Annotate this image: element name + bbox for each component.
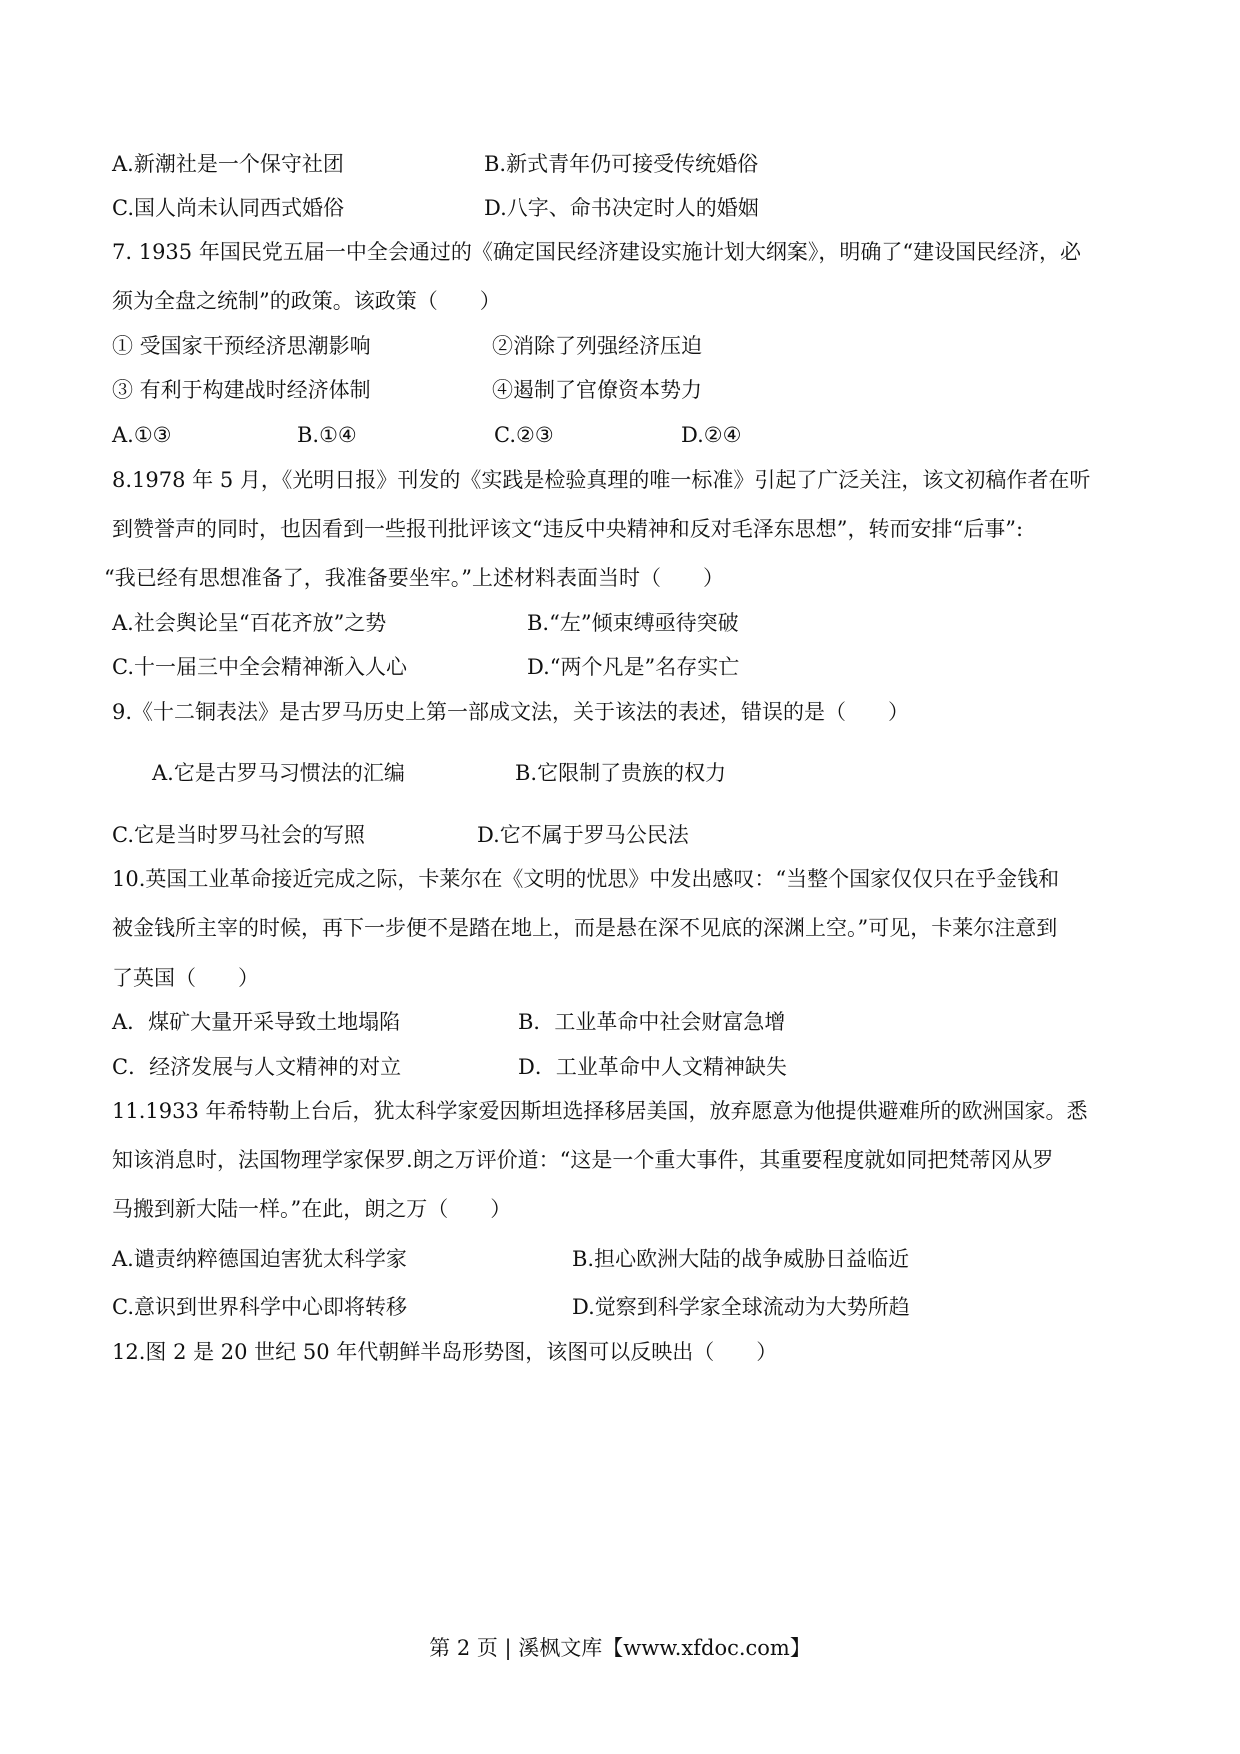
q8-stem-line3: “我已经有思想准备了，我准备要坐牢。”上述材料表面当时（ ）	[104, 566, 724, 590]
q6-option-c: C.国人尚未认同西式婚俗	[112, 196, 344, 220]
q7-item-2: ②消除了列强经济压迫	[492, 334, 702, 358]
q9-option-d: D.它不属于罗马公民法	[477, 823, 689, 847]
q10-stem-line2: 被金钱所主宰的时候，再下一步便不是踏在地上，而是悬在深不见底的深渊上空。”可见，卡莱尔注意到	[112, 916, 1058, 940]
q11-option-c: C.意识到世界科学中心即将转移	[112, 1295, 407, 1319]
q8-option-c: C.十一届三中全会精神渐入人心	[112, 655, 407, 679]
q7-item-1: ① 受国家干预经济思潮影响	[112, 334, 371, 358]
q10-option-b: B．工业革命中社会财富急增	[518, 1010, 786, 1034]
q9-option-a: A.它是古罗马习惯法的汇编	[152, 761, 405, 785]
q7-item-4: ④遏制了官僚资本势力	[492, 378, 702, 402]
q8-stem-line1: 8.1978 年 5 月，《光明日报》刊发的《实践是检验真理的唯一标准》引起了广泛关注，该文初稿作者在听	[112, 468, 1091, 492]
q10-stem-line1: 10.英国工业革命接近完成之际，卡莱尔在《文明的忧思》中发出感叹：“当整个国家仅仅只在乎金钱和	[112, 867, 1060, 891]
q7-item-3: ③ 有利于构建战时经济体制	[112, 378, 371, 402]
q7-stem-line2: 须为全盘之统制”的政策。该政策（ ）	[112, 289, 501, 313]
q11-stem-line3: 马搬到新大陆一样。”在此，朗之万（ ）	[112, 1197, 512, 1221]
q7-option-a: A.①③	[112, 423, 172, 447]
q7-option-b: B.①④	[297, 423, 357, 447]
q9-stem-line1: 9.《十二铜表法》是古罗马历史上第一部成文法，关于该法的表述，错误的是（ ）	[112, 700, 910, 724]
q10-option-c: C．经济发展与人文精神的对立	[112, 1055, 402, 1079]
q7-option-d: D.②④	[681, 423, 742, 447]
q11-option-a: A.谴责纳粹德国迫害犹太科学家	[112, 1247, 407, 1271]
q6-option-a: A.新潮社是一个保守社团	[112, 152, 344, 176]
q11-option-d: D.觉察到科学家全球流动为大势所趋	[572, 1295, 910, 1319]
q11-stem-line1: 11.1933 年希特勒上台后，犹太科学家爱因斯坦选择移居美国，放弃愿意为他提供避难所的欧洲国家。悉	[112, 1099, 1088, 1123]
q10-stem-line3: 了英国（ ）	[112, 966, 259, 990]
q6-option-d: D.八字、命书决定时人的婚姻	[484, 196, 759, 220]
q7-stem-line1: 7. 1935 年国民党五届一中全会通过的《确定国民经济建设实施计划大纲案》，明确了“建设国民经济，必	[112, 240, 1082, 264]
q10-option-a: A．煤矿大量开采导致土地塌陷	[112, 1010, 401, 1034]
q9-option-b: B.它限制了贵族的权力	[515, 761, 727, 785]
q8-stem-line2: 到赞誉声的同时，也因看到一些报刊批评该文“违反中央精神和反对毛泽东思想”，转而安排“后事”:	[112, 517, 1024, 541]
q12-stem-line1: 12.图 2 是 20 世纪 50 年代朝鲜半岛形势图，该图可以反映出（ ）	[112, 1340, 778, 1364]
page-footer: 第 2 页 | 溪枫文库【www.xfdoc.com】	[429, 1636, 811, 1660]
q8-option-a: A.社会舆论呈“百花齐放”之势	[112, 611, 387, 635]
q8-option-d: D.“两个凡是”名存实亡	[527, 655, 740, 679]
q10-option-d: D．工业革命中人文精神缺失	[518, 1055, 787, 1079]
q9-option-c: C.它是当时罗马社会的写照	[112, 823, 365, 847]
q7-option-c: C.②③	[494, 423, 554, 447]
q11-option-b: B.担心欧洲大陆的战争威胁日益临近	[572, 1247, 910, 1271]
q11-stem-line2: 知该消息时，法国物理学家保罗.朗之万评价道：“这是一个重大事件，其重要程度就如同把梵蒂冈从罗	[112, 1148, 1054, 1172]
q8-option-b: B.“左”倾束缚亟待突破	[527, 611, 739, 635]
q6-option-b: B.新式青年仍可接受传统婚俗	[484, 152, 759, 176]
